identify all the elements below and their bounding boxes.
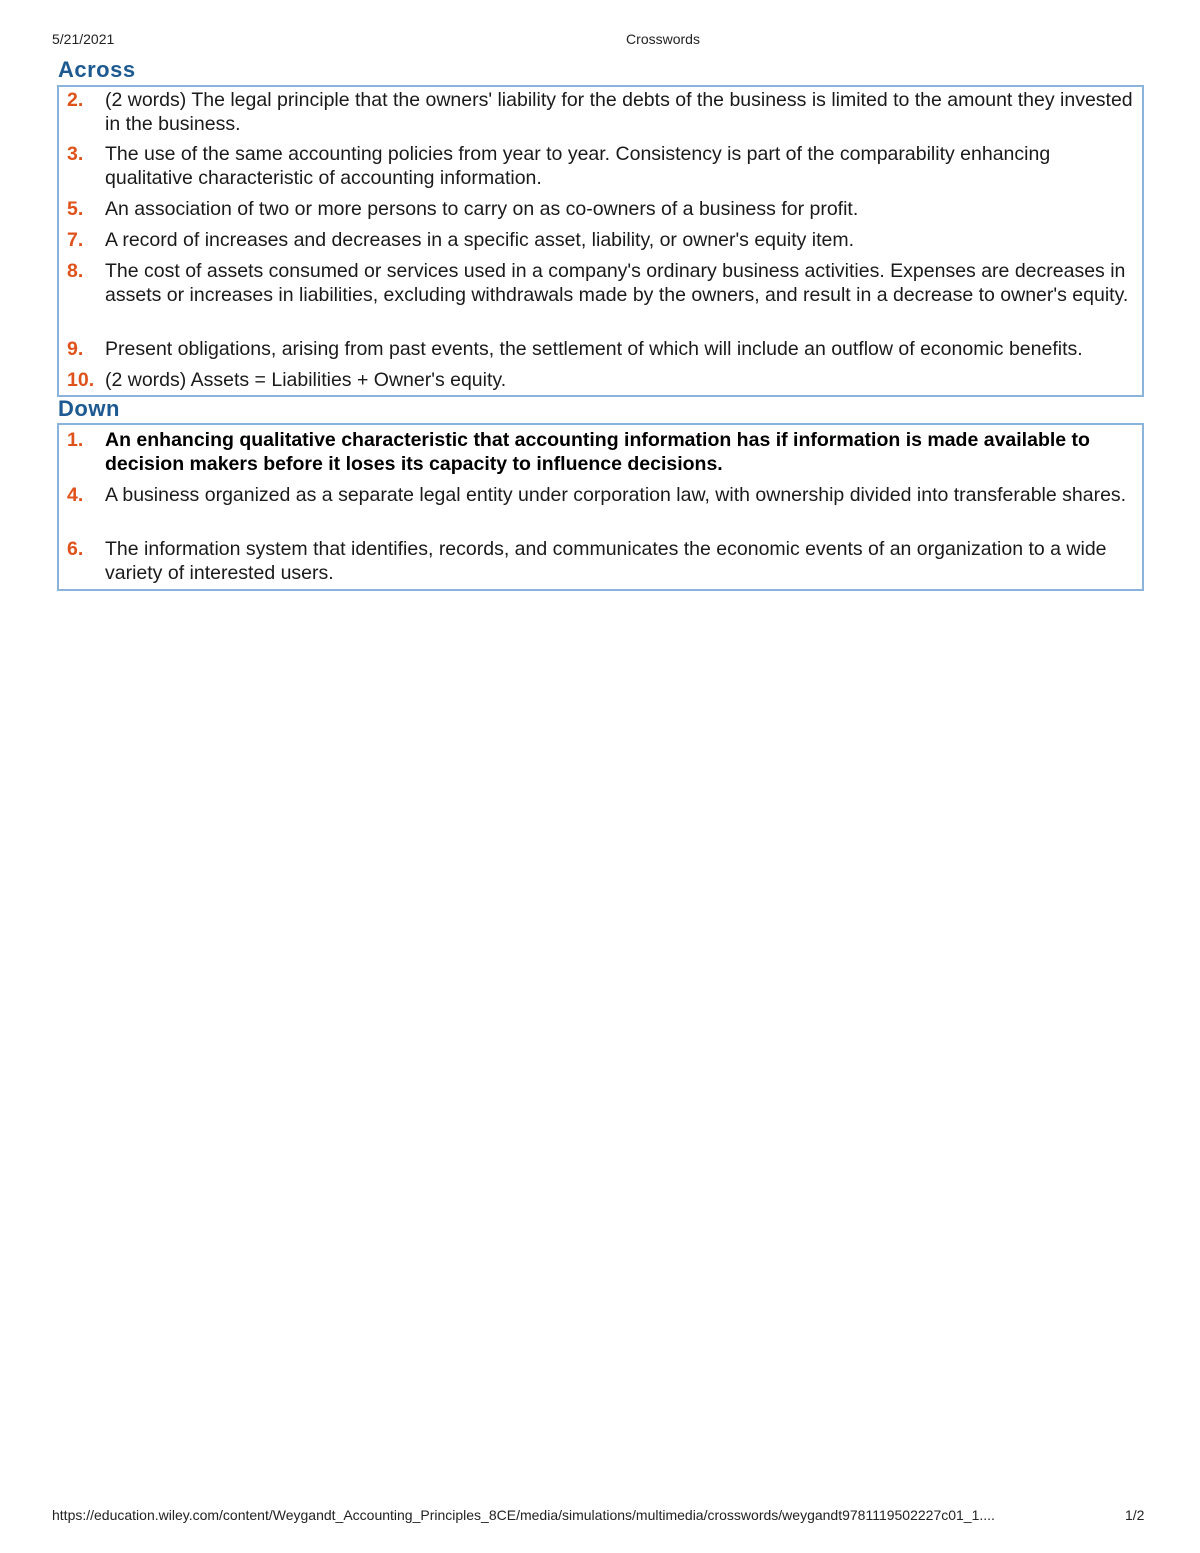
clue-text: Present obligations, arising from past events, the settlement of which will include an outflow of economic benefits. [105, 338, 1083, 360]
clue-number: 10. [67, 369, 95, 391]
page-number: 1/2 [1125, 1507, 1145, 1523]
across-clue-7[interactable] [67, 229, 1142, 253]
down-clue-list [57, 423, 1144, 591]
clue-number: 2. [67, 89, 84, 111]
clue-text: A business organized as a separate legal entity under corporation law, with ownership divided into transferable shares. [105, 484, 1127, 506]
down-heading: Down [58, 396, 120, 421]
source-url: https://education.wiley.com/content/Weygandt_Accounting_Principles_8CE/media/simulations/multimedia/crosswords/weygandt9781119502227c01_1.... [52, 1507, 995, 1523]
clue-text: The cost of assets consumed or services used in a company's ordinary business activities. Expenses are decreases in assets or increases in liabilities, excluding withdrawals made by the owners, and result in a decrease to owner's equity. [105, 260, 1129, 306]
clue-text: An association of two or more persons to carry on as co-owners of a business for profit. [105, 198, 859, 220]
clue-text: The information system that identifies, records, and communicates the economic events of an organization to a wide variety of interested users. [105, 538, 1107, 584]
clue-text: (2 words) The legal principle that the owners' liability for the debts of the business is limited to the amount they invested in the business. [105, 89, 1133, 135]
across-clue-3[interactable] [67, 143, 1142, 190]
clue-number: 5. [67, 198, 84, 220]
clue-number: 3. [67, 143, 84, 165]
across-clue-9[interactable] [67, 338, 1142, 362]
down-clue-6[interactable] [67, 538, 1142, 585]
page-title: Crosswords [626, 31, 700, 47]
clue-number: 6. [67, 538, 84, 560]
clue-text: The use of the same accounting policies from year to year. Consistency is part of the comparability enhancing qualitative characteristic of accounting information. [105, 143, 1051, 189]
across-clue-10[interactable] [67, 369, 1142, 393]
clue-text: A record of increases and decreases in a specific asset, liability, or owner's equity item. [105, 229, 855, 251]
down-clue-4[interactable] [67, 484, 1142, 508]
across-clue-2[interactable] [67, 89, 1142, 136]
clue-number: 9. [67, 338, 84, 360]
across-clue-list [57, 85, 1144, 397]
across-clue-8[interactable] [67, 260, 1142, 307]
clue-number: 4. [67, 484, 84, 506]
across-clue-5[interactable] [67, 198, 1142, 222]
clue-number: 8. [67, 260, 84, 282]
down-clue-1-selected[interactable] [67, 429, 1142, 476]
across-heading: Across [58, 57, 136, 82]
clue-number: 7. [67, 229, 84, 251]
clue-number: 1. [67, 429, 84, 451]
clue-text: An enhancing qualitative characteristic that accounting information has if information is made available to decision makers before it loses its capacity to influence decisions. [105, 429, 1090, 475]
clue-text: (2 words) Assets = Liabilities + Owner's equity. [105, 369, 507, 391]
print-date: 5/21/2021 [52, 31, 115, 47]
